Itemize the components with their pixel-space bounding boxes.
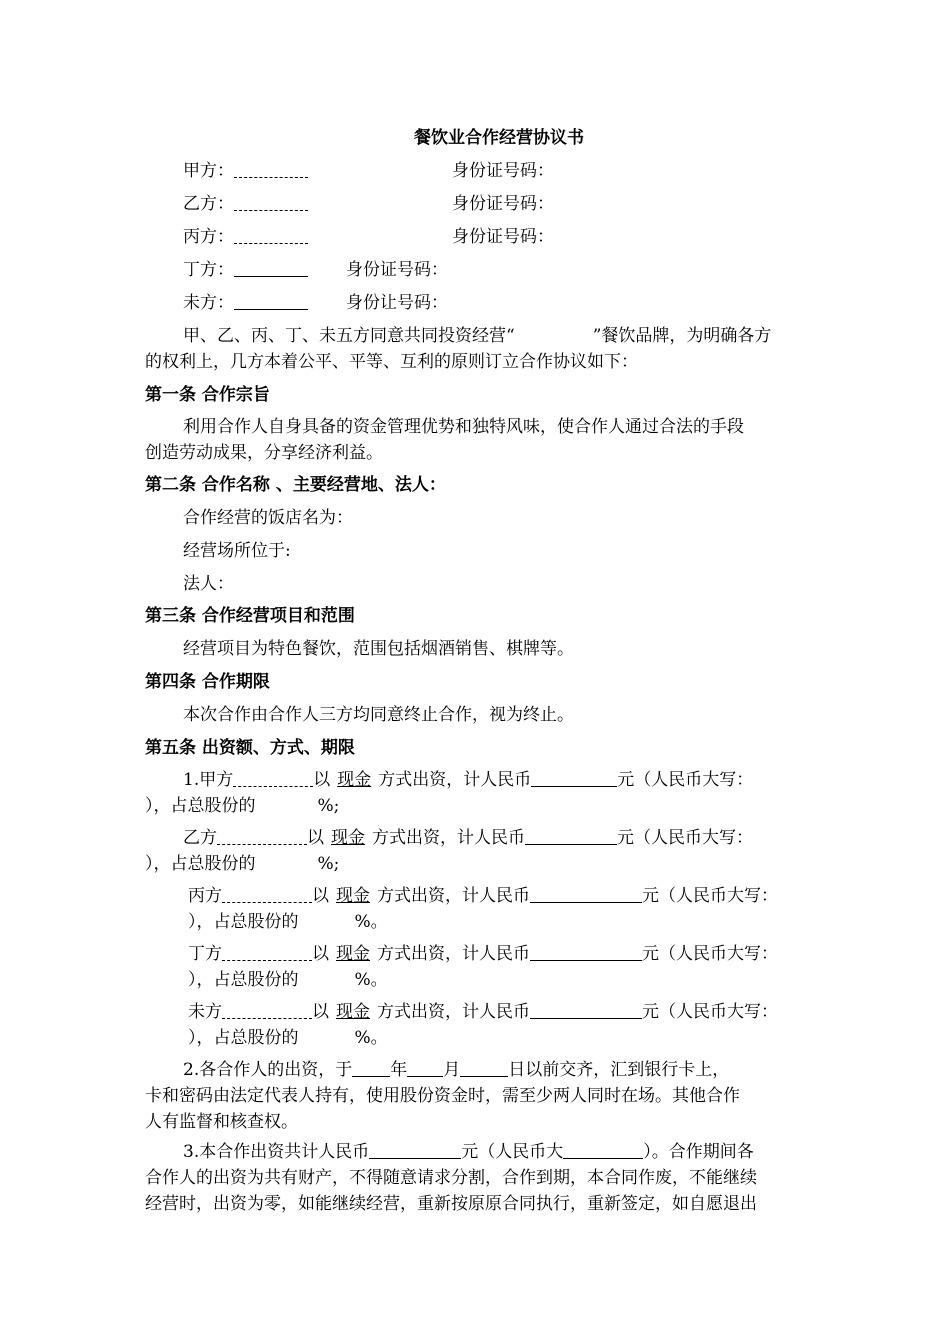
day-blank xyxy=(460,1059,508,1077)
contribution-row-wei xyxy=(188,1000,778,1024)
intro-line-1 xyxy=(183,324,771,348)
text: 年 xyxy=(390,1060,408,1080)
text: 方式出资，计人民币 xyxy=(377,944,530,964)
amount-blank xyxy=(530,943,642,961)
party-yi-row xyxy=(183,192,308,216)
item-2-line-2: 卡和密码由法定代表人持有，使用股份资金时，需至少两人同时在场。其他合作 xyxy=(145,1086,740,1106)
month-blank xyxy=(407,1059,443,1077)
article-2-heading: 第二条 合作名称 、主要经营地、法人： xyxy=(145,475,446,495)
text: %。 xyxy=(354,1028,388,1048)
text: %。 xyxy=(354,970,388,990)
intro-text: ”餐饮品牌，为明确各方 xyxy=(592,326,772,346)
share-row-jia xyxy=(145,794,339,818)
text: 方式出资，计人民币 xyxy=(372,828,525,848)
text: %; xyxy=(317,796,340,816)
article-4-heading: 第四条 合作期限 xyxy=(145,672,270,692)
text: 元（人民币大写： xyxy=(642,944,778,964)
text: 方式出资，计人民币 xyxy=(378,770,532,790)
party-label: 乙方 xyxy=(183,828,217,848)
intro-text: 甲、乙、丙、丁、未五方同意共同投资经营“ xyxy=(183,326,515,346)
amount-blank xyxy=(530,885,642,903)
item-2-line-1 xyxy=(183,1058,729,1082)
name-blank xyxy=(234,292,308,310)
name-blank xyxy=(222,885,312,903)
article-3-heading: 第三条 合作经营项目和范围 xyxy=(145,606,355,626)
text: 2.各合作人的出资，于 xyxy=(183,1060,353,1080)
party-wei-row xyxy=(183,291,308,315)
party-label: 1.甲方 xyxy=(183,770,234,790)
name-blank xyxy=(217,827,307,845)
article-3-text: 经营项目为特色餐饮，范围包括烟酒销售、棋牌等。 xyxy=(183,639,574,659)
party-yi-id-label: 身份证号码： xyxy=(452,194,554,214)
text: 日以前交齐，汇到银行卡上， xyxy=(508,1060,730,1080)
text: ），占总股份的 xyxy=(188,1028,299,1048)
party-label: 丙方： xyxy=(183,227,234,247)
party-label: 乙方： xyxy=(183,194,234,214)
text: 月 xyxy=(443,1060,461,1080)
text: 方式出资，计人民币 xyxy=(377,886,530,906)
document-title: 餐饮业合作经营协议书 xyxy=(414,128,584,148)
article-1-heading: 第一条 合作宗旨 xyxy=(145,385,270,405)
article-1-text: 创造劳动成果，分享经济利益。 xyxy=(145,443,383,463)
method-value: 现金 xyxy=(331,828,365,848)
text: %; xyxy=(317,854,340,874)
party-wei-id-label: 身份让号码： xyxy=(346,293,448,313)
total-amount-words-blank xyxy=(563,1141,643,1159)
party-label: 甲方： xyxy=(183,161,234,181)
intro-line-2: 的权利上，几方本着公平、平等、互利的原则订立合作协议如下： xyxy=(145,352,638,372)
amount-blank xyxy=(530,1001,642,1019)
name-blank xyxy=(234,193,308,211)
text: 以 xyxy=(313,770,331,790)
text: 以 xyxy=(312,886,329,906)
text: 元（人民币大写： xyxy=(642,1002,778,1022)
party-jia-id-label: 身份证号码： xyxy=(452,161,554,181)
text: %。 xyxy=(354,912,388,932)
text: 以 xyxy=(312,1002,329,1022)
contribution-row-bing xyxy=(188,884,778,908)
party-label: 未方： xyxy=(183,293,234,313)
text: ），占总股份的 xyxy=(145,796,256,816)
text: 元（人民币大写： xyxy=(617,828,753,848)
contribution-row-jia xyxy=(183,768,753,792)
text: ）。合作期间各 xyxy=(643,1142,754,1162)
method-value: 现金 xyxy=(337,770,372,790)
text: 方式出资，计人民币 xyxy=(377,1002,530,1022)
party-ding-row xyxy=(183,258,308,282)
total-amount-blank xyxy=(369,1141,461,1159)
name-blank xyxy=(234,226,308,244)
name-blank xyxy=(222,943,312,961)
party-label: 丙方 xyxy=(188,886,222,906)
amount-blank xyxy=(525,827,617,845)
party-label: 丁方 xyxy=(188,944,222,964)
share-row-yi xyxy=(145,852,339,876)
party-label: 未方 xyxy=(188,1002,222,1022)
business-location-label: 经营场所位于: xyxy=(183,541,291,561)
party-bing-row xyxy=(183,225,308,249)
name-blank xyxy=(222,1001,312,1019)
contribution-row-ding xyxy=(188,942,778,966)
contribution-row-yi xyxy=(183,826,753,850)
party-jia-row xyxy=(183,159,308,183)
item-3-line-3: 经营时，出资为零，如能继续经营，重新按原原合同执行，重新签定，如自愿退出 xyxy=(145,1194,757,1214)
name-blank xyxy=(233,769,313,787)
item-2-line-3: 人有监督和核查权。 xyxy=(145,1112,298,1132)
amount-blank xyxy=(531,769,617,787)
article-1-text: 利用合作人自身具备的资金管理优势和独特风味，使合作人通过合法的手段 xyxy=(183,417,744,437)
party-label: 丁方： xyxy=(183,260,234,280)
method-value: 现金 xyxy=(336,944,370,964)
restaurant-name-label: 合作经营的饭店名为： xyxy=(183,508,353,528)
method-value: 现金 xyxy=(336,1002,370,1022)
share-row-bing xyxy=(188,910,388,934)
text: 元（人民币大 xyxy=(461,1142,564,1162)
text: 以 xyxy=(307,828,324,848)
method-value: 现金 xyxy=(336,886,370,906)
party-bing-id-label: 身份证号码： xyxy=(452,227,554,247)
item-3-line-1 xyxy=(183,1140,754,1164)
text: 元（人民币大写： xyxy=(617,770,754,790)
item-3-line-2: 合作人的出资为共有财产，不得随意请求分割，合作到期，本合同作废，不能继续 xyxy=(145,1168,757,1188)
name-blank xyxy=(234,160,308,178)
text: 元（人民币大写： xyxy=(642,886,778,906)
year-blank xyxy=(352,1059,390,1077)
party-ding-id-label: 身份证号码： xyxy=(346,260,448,280)
text: 以 xyxy=(312,944,329,964)
text: ），占总股份的 xyxy=(145,854,256,874)
name-blank xyxy=(234,259,308,277)
text: ），占总股份的 xyxy=(188,912,299,932)
article-4-text: 本次合作由合作人三方均同意终止合作，视为终止。 xyxy=(183,705,574,725)
text: ），占总股份的 xyxy=(188,970,299,990)
share-row-wei xyxy=(188,1026,388,1050)
share-row-ding xyxy=(188,968,388,992)
legal-person-label: 法人： xyxy=(183,574,234,594)
text: 3.本合作出资共计人民币 xyxy=(183,1142,370,1162)
article-5-heading: 第五条 出资额、方式、期限 xyxy=(145,738,355,758)
